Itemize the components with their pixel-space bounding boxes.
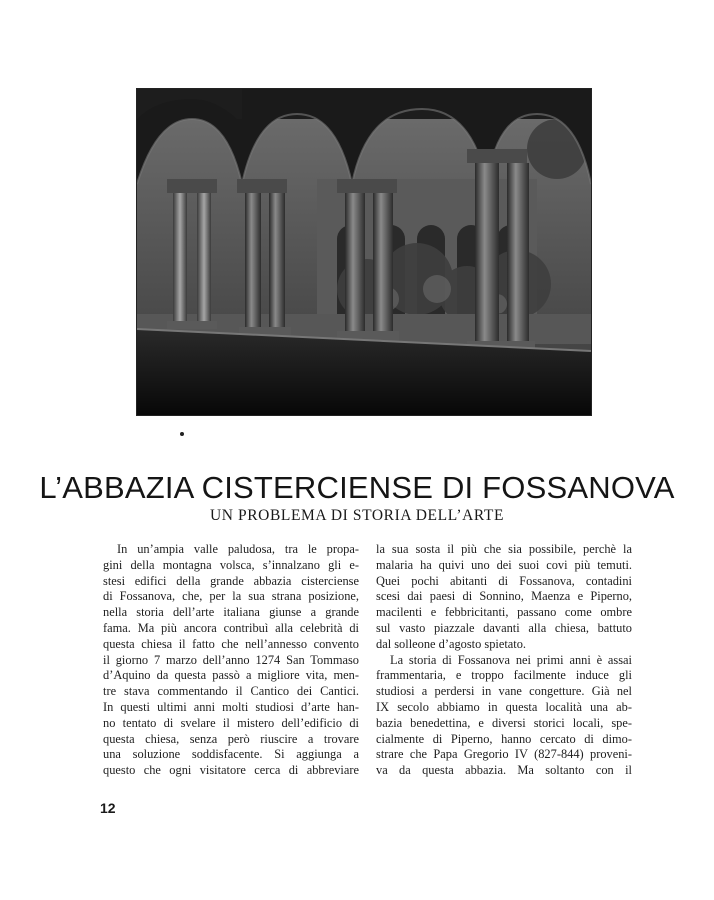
right-column: [376, 542, 632, 779]
text-line: bazia benedettina, e diversi storici locali, spe-: [376, 715, 632, 730]
left-column: [103, 542, 359, 779]
text-line: nella storia dell’arte italiana giunse a grande: [103, 605, 359, 620]
article-title: L’ABBAZIA CISTERCIENSE DI FOSSANOVA: [39, 470, 675, 505]
text-line: d’Aquino da questa passò a migliore vita, men-: [103, 668, 359, 683]
text-line: scesi dai paesi di Sonnino, Maenza e Piperno,: [376, 589, 632, 604]
text-line: stesi edifici della grande abbazia cisterciense: [103, 573, 359, 588]
cloister-photograph: [136, 88, 592, 416]
text-line: In un’ampia valle paludosa, tra le propa-: [117, 542, 359, 556]
text-line: macilenti e febbricitanti, passano come ombre: [376, 605, 632, 620]
stray-mark: [180, 432, 184, 436]
page-number: 12: [100, 800, 116, 816]
text-line: la sua sosta il più che sia possibile, perchè la: [376, 542, 632, 556]
text-line: cialmente di Piperno, hanno cercato di dimo-: [376, 731, 632, 746]
text-line: una soluzione soddisfacente. Si aggiunga a: [103, 747, 359, 762]
text-line: strare che Papa Gregorio IV (827-844) proveni-: [376, 747, 632, 762]
text-line: questa chiesa, senza però riuscire a trovare: [103, 731, 359, 746]
text-line: frammentaria, e troppo facilmente induce gli: [376, 668, 632, 683]
text-line: va da questa abbazia. Ma soltanto con il: [376, 763, 632, 778]
text-line: fama. Ma più ancora contribuì alla celebrità di: [103, 620, 359, 635]
text-line: questo che ogni visitatore cerca di abbreviare: [103, 763, 359, 778]
text-line: il giorno 7 marzo dell’anno 1274 San Tommaso: [103, 652, 359, 667]
text-line: Quei pochi abitanti di Fossanova, contadini: [376, 573, 632, 588]
text-line: La storia di Fossanova nei primi anni è assai: [390, 652, 632, 667]
text-line: gini della montagna volsca, s’innalzano gli e-: [103, 557, 359, 572]
text-line: di Fossanova, che, per la sua strana posizione,: [103, 589, 359, 604]
text-line: In questi ultimi anni molti studiosi d’arte han-: [103, 699, 359, 714]
text-line: IX secolo abbiamo in questa località una ab-: [376, 699, 632, 714]
text-line: sul vasto piazzale davanti alla chiesa, battuto: [376, 620, 632, 635]
text-line: malaria ha quivi uno dei suoi covi più temuti.: [376, 557, 632, 572]
text-line: no tentato di svelare il mistero dell’edificio di: [103, 715, 359, 730]
text-line: dal solleone d’agosto spietato.: [376, 636, 527, 651]
article-subtitle: UN PROBLEMA DI STORIA DELL’ARTE: [209, 507, 505, 524]
cloister-illustration: [137, 89, 591, 415]
text-line: questa chiesa il fatto che nell’annesso convento: [103, 636, 359, 651]
text-line: studiosi a perdersi in vane congetture. Già nel: [376, 684, 632, 699]
text-line: tre stava commentando il Cantico dei Cantici.: [103, 684, 359, 699]
